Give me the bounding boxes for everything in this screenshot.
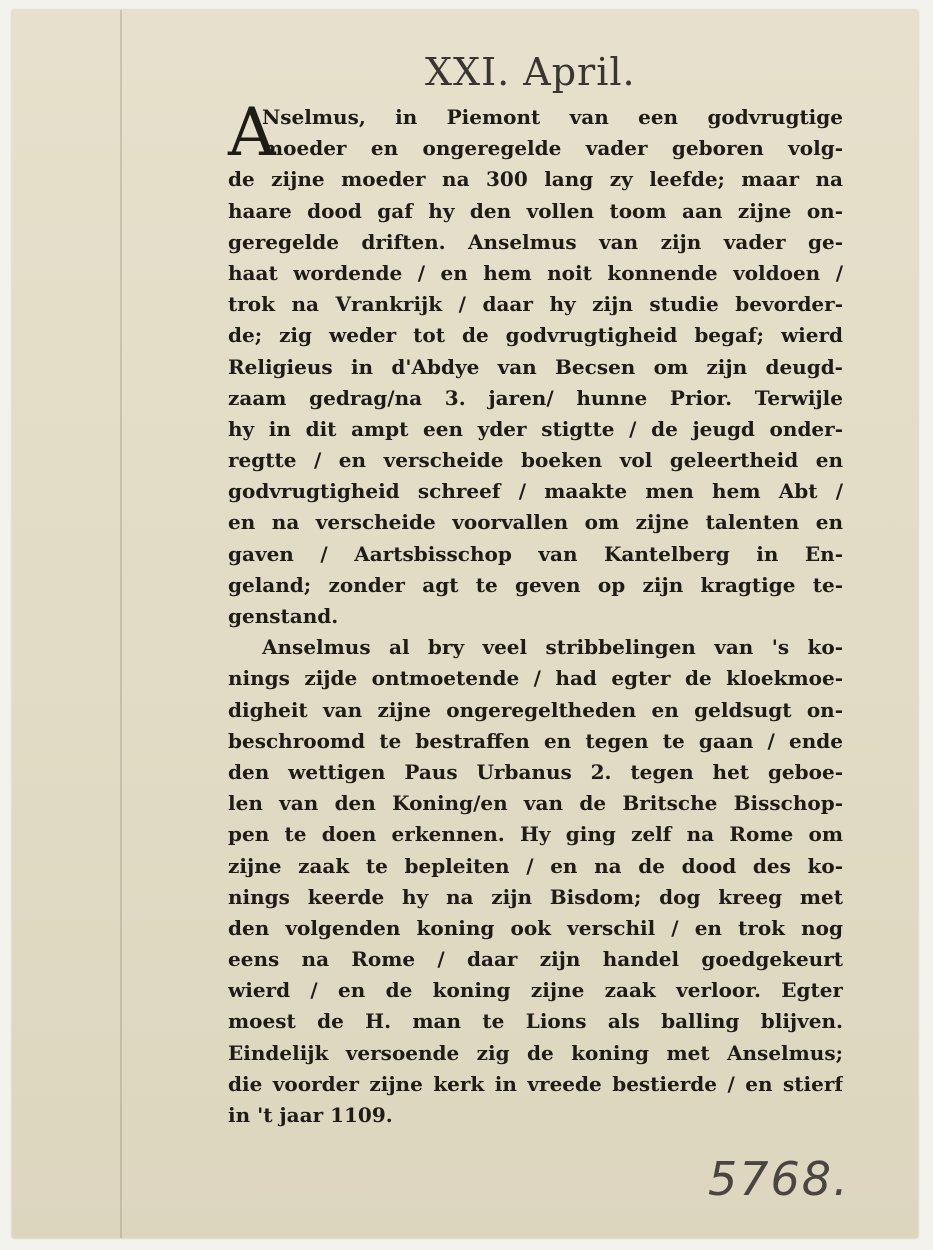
body-text [228,94,843,1131]
page-heading: XXI. April. [425,50,636,94]
text-line: regtte / en verscheide boeken vol geleertheid en [228,448,843,473]
text-line: de; zig weder tot de godvrugtigheid begaf; wierd [228,323,843,348]
text-line: den wettigen Paus Urbanus 2. tegen het geboe- [228,759,843,784]
text-line: en na verscheide voorvallen om zijne talenten en [228,510,843,535]
text-line: Anselmus al bry veel stribbelingen van 's ko- [262,635,843,660]
text-line: len van den Koning/en van de Britsche Bisschop- [228,791,843,816]
text-line: Nselmus, in Piemont van een godvrugtige [262,105,843,129]
text-line: haat wordende / en hem noit konnende voldoen / [228,260,843,285]
paragraph-2 [228,632,843,1131]
text-line: haare dood gaf hy den vollen toom aan zijne on- [228,198,843,223]
text-line: in 't jaar 1109. [228,1103,393,1127]
text-line: zaam gedrag/na 3. jaren/ hunne Prior. Terwijle [228,385,843,410]
paper-fold-line [120,10,122,1238]
text-line: digheit van zijne ongeregeltheden en geldsugt on- [228,697,843,722]
text-line: trok na Vrankrijk / daar hy zijn studie bevorder- [228,292,843,317]
text-line: die voorder zijne kerk in vreede bestierde / en stierf [228,1071,843,1096]
text-line: Eindelijk versoende zig de koning met Anselmus; [228,1040,843,1065]
text-line: godvrugtigheid schreef / maakte men hem Abt / [228,479,843,504]
text-line: zijne zaak te bepleiten / en na de dood des ko- [228,853,843,878]
text-line: hy in dit ampt een yder stigtte / de jeugd onder- [228,416,843,441]
paragraph-1 [228,94,843,632]
text-line: wierd / en de koning zijne zaak verloor. Egter [228,978,843,1003]
text-line: nings keerde hy na zijn Bisdom; dog kreeg met [228,884,843,909]
catalog-number: 5768. [708,1152,850,1206]
text-line: gaven / Aartsbisschop van Kantelberg in En- [228,541,843,566]
text-line: pen te doen erkennen. Hy ging zelf na Rome om [228,822,843,847]
text-line: moest de H. man te Lions als balling blijven. [228,1009,843,1034]
text-line: nings zijde ontmoetende / had egter de kloekmoe- [228,666,843,691]
text-line: geregelde driften. Anselmus van zijn vader ge- [228,229,843,254]
text-line: genstand. [228,604,339,628]
text-line: beschroomd te bestraffen en tegen te gaan / ende [228,728,843,753]
text-line: eens na Rome / daar zijn handel goedgekeurt [228,947,843,972]
text-line: geland; zonder agt te geven op zijn kragtige te- [228,572,843,597]
text-line: moeder en ongeregelde vader geboren volg- [262,136,843,161]
text-line: de zijne moeder na 300 lang zy leefde; maar na [228,167,843,192]
drop-cap: A [228,94,276,171]
text-line: Religieus in d'Abdye van Becsen om zijn deugd- [228,354,843,379]
text-line: den volgenden koning ook verschil / en trok nog [228,915,843,940]
